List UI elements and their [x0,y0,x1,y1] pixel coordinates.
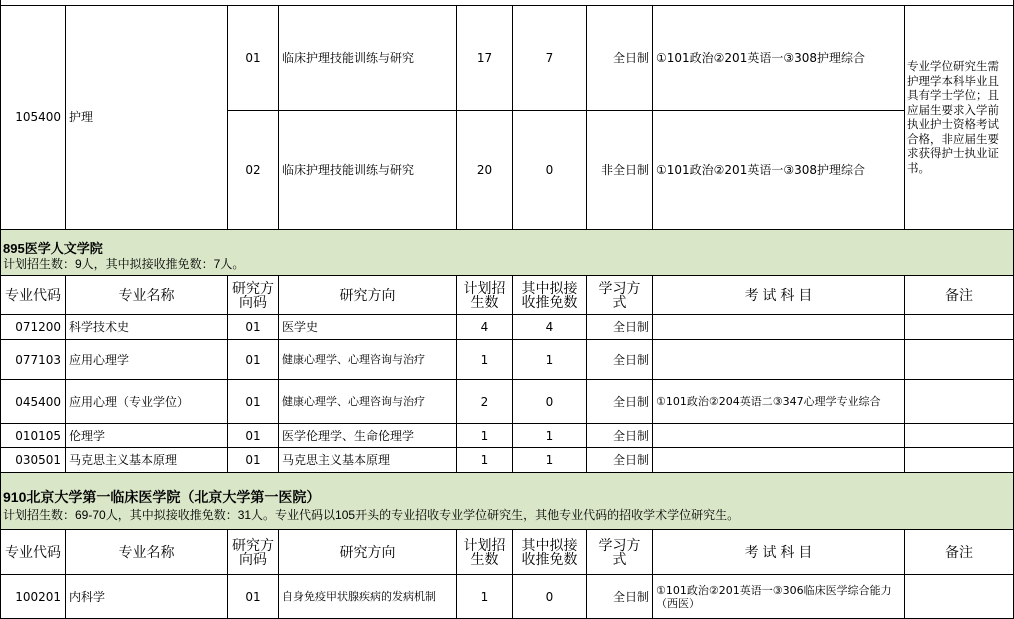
cell-note [905,340,1014,380]
col-header-dir-code: 研究方 向码 [228,530,279,575]
cell-direction: 健康心理学、心理咨询与治疗 [279,380,457,424]
cell-subjects [653,340,905,380]
col-header-name: 专业名称 [66,276,228,315]
col-header-note: 备注 [905,530,1014,575]
col-header-code: 专业代码 [0,276,66,315]
cell-planned: 1 [457,448,513,473]
cell-mode: 全日制 [587,340,653,380]
cell-code: 105400 [0,5,66,230]
cell-name: 科学技术史 [66,315,228,340]
section-summary: 计划招生数：9人，其中拟接收推免数：7人。 [3,257,245,271]
cell-name: 护理 [66,5,228,230]
cell-code: 077103 [0,340,66,380]
cell-mode: 非全日制 [587,111,653,230]
col-header-name: 专业名称 [66,530,228,575]
col-header-direction: 研究方向 [279,530,457,575]
cell-code: 100201 [0,575,66,619]
cell-planned: 20 [457,111,513,230]
col-header-planned: 计划招 生数 [457,530,513,575]
cell-subjects: ①101政治②201英语一③308护理综合 [653,5,905,111]
section-title: 895医学人文学院 [3,241,103,256]
cell-note [905,380,1014,424]
cell-direction: 临床护理技能训练与研究 [279,111,457,230]
cell-code: 010105 [0,424,66,448]
col-header-exempt: 其中拟接 收推免数 [513,276,587,315]
cell-code: 045400 [0,380,66,424]
cell-dir-code: 01 [228,340,279,380]
section-title: 910北京大学第一临床医学院（北京大学第一医院） [3,489,321,505]
section-summary: 计划招生数：69-70人，其中拟接收推免数：31人。专业代码以105开头的专业招收专业学位研究生，其他专业代码的招收学术学位研究生。 [3,508,740,522]
cell-planned: 2 [457,380,513,424]
cell-dir-code: 01 [228,424,279,448]
cell-dir-code: 01 [228,380,279,424]
cell-exempt: 4 [513,315,587,340]
cell-exempt: 1 [513,424,587,448]
col-header-mode: 学习方 式 [587,530,653,575]
col-header-code: 专业代码 [0,530,66,575]
cell-subjects: ①101政治②201英语一③306临床医学综合能力（西医） [653,575,905,619]
cell-name: 马克思主义基本原理 [66,448,228,473]
cell-note [905,448,1014,473]
cell-name: 应用心理（专业学位） [66,380,228,424]
cell-mode: 全日制 [587,380,653,424]
cell-planned: 4 [457,315,513,340]
cell-planned: 1 [457,424,513,448]
cell-note [905,575,1014,619]
cell-note: 专业学位研究生需护理学本科毕业且具有学士学位；且应届生要求入学前执业护士资格考试合格，非应届生要求获得护士执业证书。 [905,5,1014,230]
col-header-subjects: 考 试 科 目 [653,530,905,575]
col-header-direction: 研究方向 [279,276,457,315]
cell-direction: 健康心理学、心理咨询与治疗 [279,340,457,380]
cell-planned: 17 [457,5,513,111]
col-header-note: 备注 [905,276,1014,315]
cell-subjects [653,424,905,448]
cell-exempt: 0 [513,575,587,619]
cell-name: 应用心理学 [66,340,228,380]
cell-dir-code: 01 [228,315,279,340]
cell-note [905,315,1014,340]
cell-exempt: 7 [513,5,587,111]
col-header-subjects: 考 试 科 目 [653,276,905,315]
col-header-planned: 计划招 生数 [457,276,513,315]
cell-direction: 自身免疫甲状腺疾病的发病机制 [279,575,457,619]
cell-direction: 临床护理技能训练与研究 [279,5,457,111]
cell-code: 030501 [0,448,66,473]
section-header-910 [0,473,1014,530]
cell-dir-code: 01 [228,448,279,473]
cell-code: 071200 [0,315,66,340]
col-header-mode: 学习方 式 [587,276,653,315]
cell-name: 伦理学 [66,424,228,448]
cell-note [905,424,1014,448]
cell-subjects [653,315,905,340]
cell-direction: 医学伦理学、生命伦理学 [279,424,457,448]
cell-mode: 全日制 [587,315,653,340]
cell-exempt: 1 [513,340,587,380]
col-header-dir-code: 研究方 向码 [228,276,279,315]
cell-dir-code: 02 [228,111,279,230]
cell-mode: 全日制 [587,448,653,473]
cell-direction: 马克思主义基本原理 [279,448,457,473]
cell-direction: 医学史 [279,315,457,340]
cell-name: 内科学 [66,575,228,619]
cell-exempt: 1 [513,448,587,473]
cell-mode: 全日制 [587,575,653,619]
cell-subjects: ①101政治②201英语一③308护理综合 [653,111,905,230]
cell-exempt: 0 [513,380,587,424]
cell-exempt: 0 [513,111,587,230]
cell-mode: 全日制 [587,5,653,111]
cell-subjects [653,448,905,473]
section-header-895 [0,230,1014,276]
cell-dir-code: 01 [228,575,279,619]
cell-planned: 1 [457,575,513,619]
cell-dir-code: 01 [228,5,279,111]
col-header-exempt: 其中拟接 收推免数 [513,530,587,575]
cell-mode: 全日制 [587,424,653,448]
cell-subjects: ①101政治②204英语二③347心理学专业综合 [653,380,905,424]
cell-planned: 1 [457,340,513,380]
